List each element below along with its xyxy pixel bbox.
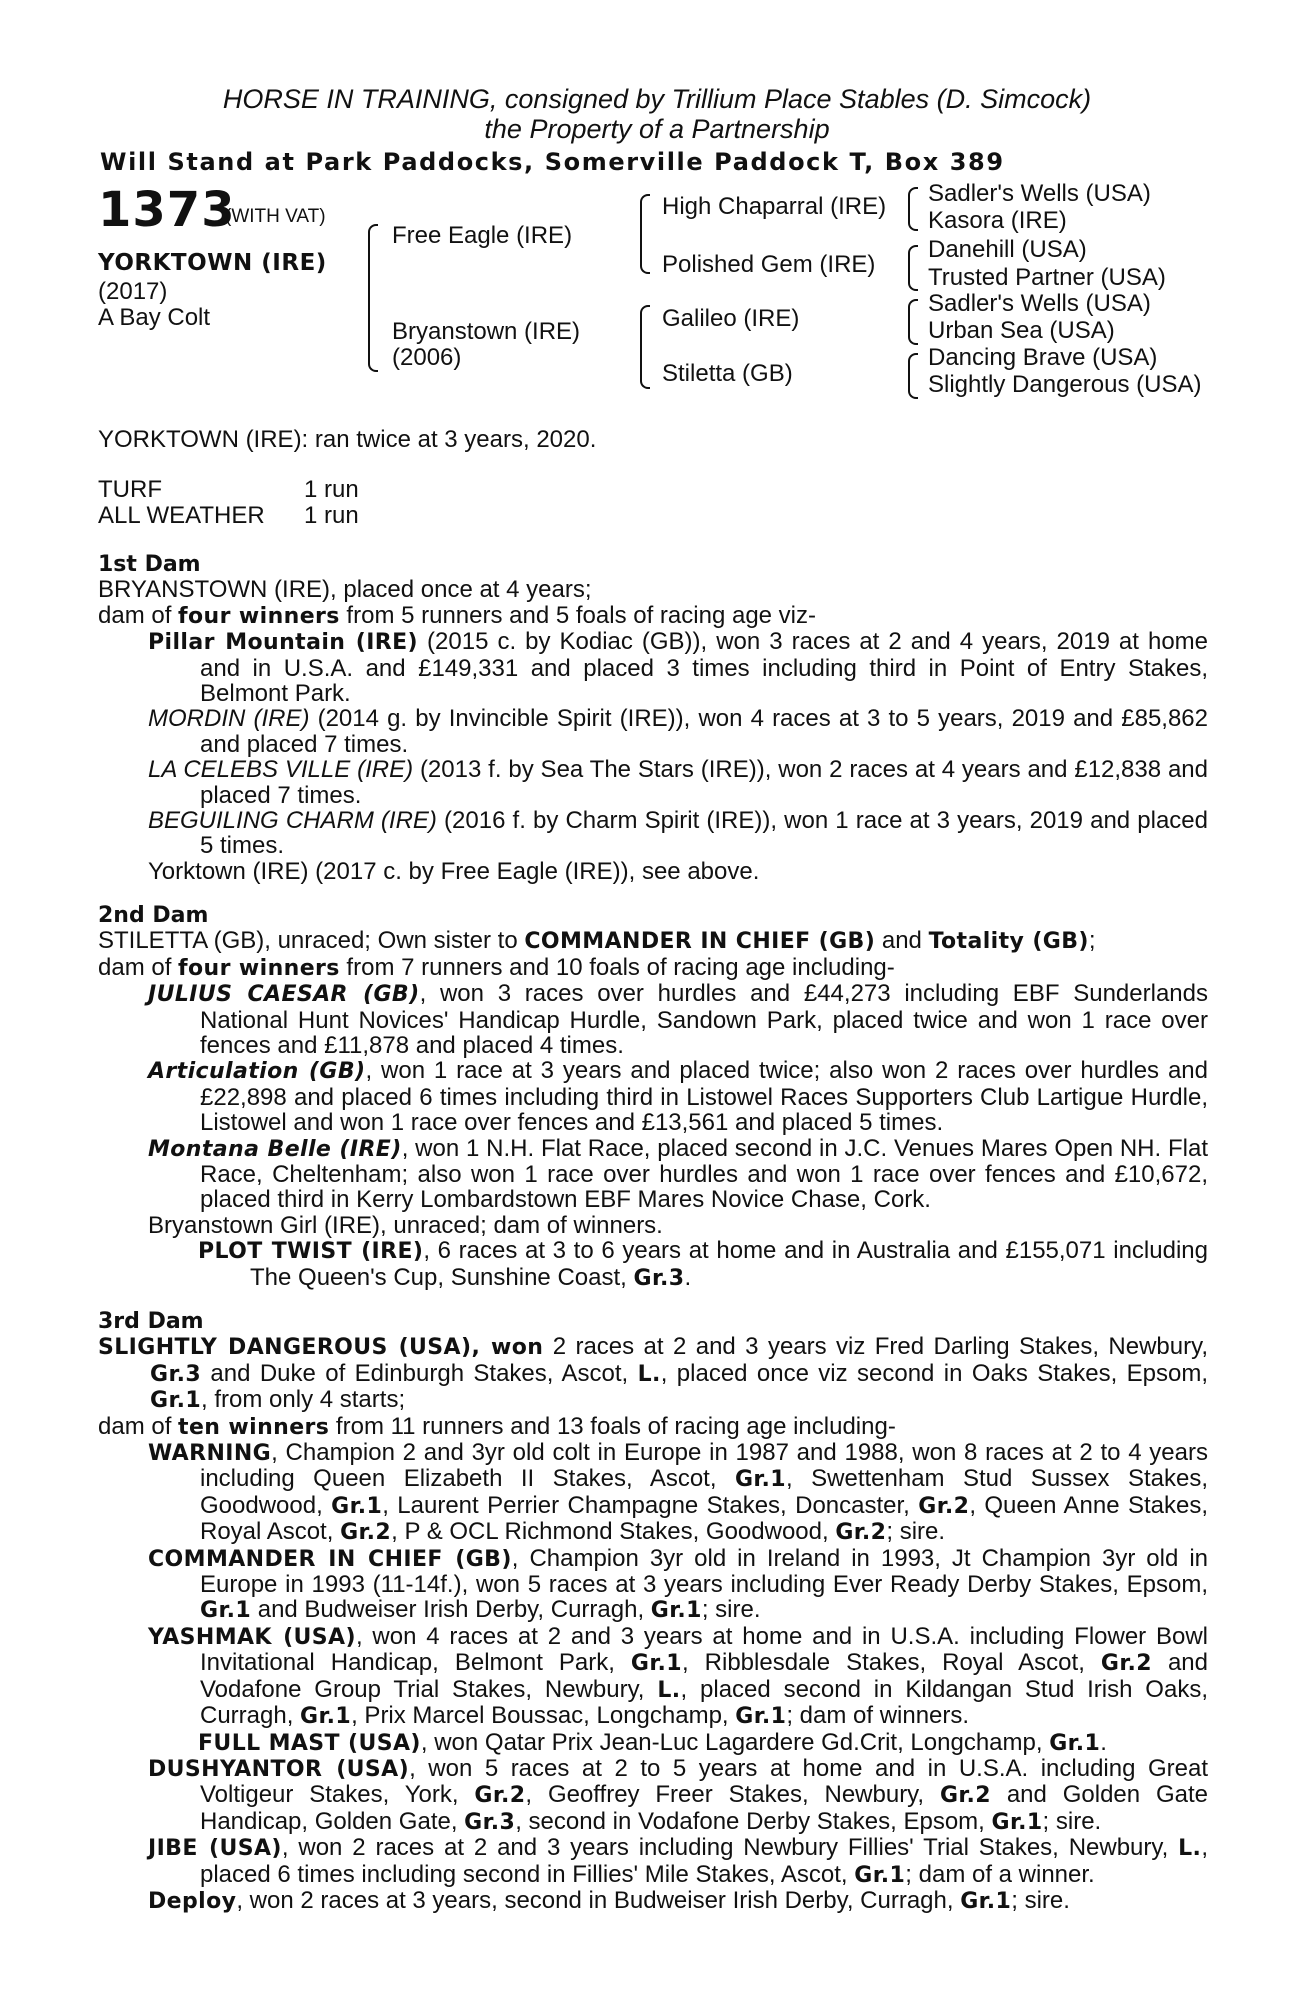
produce-entry: Montana Belle (IRE), won 1 N.H. Flat Race, placed second in J.C. Venues Mares Open NH. Flat Race, Cheltenham; also won 1 race over hurdles and won 1 race over fences and £10,672, placed third in Kerry Lombardstown EBF Mares Novice Chase, Cork.: [148, 1134, 1208, 1214]
produce-entry: YASHMAK (USA), won 4 races at 2 and 3 years at home and in U.S.A. including Flower Bowl Invitational Handicap, Belmont Park, Gr.1, Ribblesdale Stakes, Royal Ascot, Gr.2 and Vodafone Group Trial Stakes, Newbury, L., placed second in Kildangan Stud Irish Oaks, Curragh, Gr.1, Prix Marcel Boussac, Longchamp, Gr.1; dam of winners.: [148, 1622, 1209, 1730]
pedigree-ssd: Kasora (IRE): [928, 207, 1067, 234]
turf-value: 1 run: [304, 476, 359, 503]
second-dam-heading: 2nd Dam: [98, 903, 209, 928]
pedigree-bracket: [640, 194, 650, 274]
third-dam-heading: 3rd Dam: [98, 1309, 204, 1334]
pedigree-sss: Sadler's Wells (USA): [928, 180, 1151, 207]
produce-entry: COMMANDER IN CHIEF (GB), Champion 3yr old in Ireland in 1993, Jt Champion 3yr old in Europe in 1993 (11-14f.), won 5 races at 3 years including Ever Ready Derby Stakes, Epsom, Gr.1 and Budweiser Irish Derby, Curragh, Gr.1; sire.: [148, 1544, 1208, 1624]
produce-sub-entry: FULL MAST (USA), won Qatar Prix Jean-Luc Lagardere Gd.Crit, Longchamp, Gr.1.: [198, 1728, 1107, 1756]
produce-entry: Bryanstown Girl (IRE), unraced; dam of winners.: [148, 1211, 663, 1239]
produce-entry: Yorktown (IRE) (2017 c. by Free Eagle (IRE)), see above.: [148, 857, 760, 885]
lot-vat: (WITH VAT): [225, 206, 326, 227]
produce-entry: Deploy, won 2 races at 3 years, second in Budweiser Irish Derby, Curragh, Gr.1; sire.: [148, 1886, 1070, 1914]
third-dam-intro: SLIGHTLY DANGEROUS (USA), won 2 races at 2 and 3 years viz Fred Darling Stakes, Newbury, Gr.3 and Duke of Edinburgh Stakes, Ascot, L., placed once viz second in Oaks Stakes, Epsom, Gr.1, from only 4 starts;: [98, 1333, 1208, 1414]
horse-description: A Bay Colt: [98, 304, 211, 331]
second-dam-section: [98, 903, 1208, 1291]
header-stand-line: Will Stand at Park Paddocks, Somerville Paddock T, Box 389: [100, 148, 1005, 176]
produce-entry: DUSHYANTOR (USA), won 5 races at 2 to 5 years at home and in U.S.A. including Great Voltigeur Stakes, York, Gr.2, Geoffrey Freer Stakes, Newbury, Gr.2 and Golden Gate Handicap, Golden Gate, Gr.3, second in Vodafone Derby Stakes, Epsom, Gr.1; sire.: [148, 1754, 1209, 1835]
all-weather-value: 1 run: [304, 502, 359, 529]
produce-entry: Articulation (GB), won 1 race at 3 years and placed twice; also won 2 races over hurdles and £22,898 and placed 6 times including third in Listowel Races Supporters Club Lartigue Hurdle, Listowel and won 1 race over fences and £13,561 and placed 5 times.: [148, 1057, 1208, 1137]
header-line-2: the Property of a Partnership: [484, 114, 830, 144]
pedigree-sire: Free Eagle (IRE): [392, 222, 573, 249]
header-line-1: HORSE IN TRAINING, consigned by Trillium Place Stables (D. Simcock): [222, 84, 1092, 114]
produce-entry: JULIUS CAESAR (GB), won 3 races over hurdles and £44,273 including EBF Sunderlands National Hunt Novices' Handicap Hurdle, Sandown Park, placed twice and won 1 race over fences and £11,878 and placed 4 times.: [148, 980, 1208, 1060]
produce-entry: LA CELEBS VILLE (IRE) (2013 f. by Sea The Stars (IRE)), won 2 races at 4 years and £12,838 and placed 7 times.: [148, 756, 1208, 809]
first-dam-heading: 1st Dam: [98, 552, 201, 577]
produce-entry: WARNING, Champion 2 and 3yr old colt in Europe in 1987 and 1988, won 8 races at 2 to 4 years including Queen Elizabeth II Stakes, Ascot, Gr.1, Swettenham Stud Sussex Stakes, Goodwood, Gr.1, Laurent Perrier Champagne Stakes, Doncaster, Gr.2, Queen Anne Stakes, Royal Ascot, Gr.2, P & OCL Richmond Stakes, Goodwood, Gr.2; sire.: [148, 1439, 1209, 1546]
pedigree-dds: Dancing Brave (USA): [928, 344, 1158, 371]
second-dam-produce-line: dam of four winners from 7 runners and 10 foals of racing age including-: [98, 953, 895, 981]
produce-entry: MORDIN (IRE) (2014 g. by Invincible Spirit (IRE)), won 4 races at 3 to 5 years, 2019 and £85,862 and placed 7 times.: [148, 705, 1209, 758]
pedigree-sire-dam: Polished Gem (IRE): [662, 251, 876, 278]
first-dam-intro: BRYANSTOWN (IRE), placed once at 4 years;: [98, 576, 592, 604]
pedigree-dss: Sadler's Wells (USA): [928, 290, 1151, 317]
pedigree-ddd: Slightly Dangerous (USA): [928, 371, 1202, 398]
pedigree-sdd: Trusted Partner (USA): [928, 264, 1166, 291]
produce-entry: BEGUILING CHARM (IRE) (2016 f. by Charm Spirit (IRE)), won 1 race at 3 years, 2019 and placed 5 times.: [148, 807, 1208, 860]
pedigree-sds: Danehill (USA): [928, 236, 1087, 263]
pedigree-bracket: [908, 187, 918, 231]
pedigree-dsd: Urban Sea (USA): [928, 317, 1115, 344]
third-dam-produce-line: dam of ten winners from 11 runners and 13 foals of racing age including-: [98, 1412, 896, 1440]
produce-entry: Pillar Mountain (IRE) (2015 c. by Kodiac (GB)), won 3 races at 2 and 4 years, 2019 at home and in U.S.A. and £149,331 and placed 3 times including third in Point of Entry Stakes, Belmont Park.: [148, 628, 1209, 708]
pedigree-dam-dam: Stiletta (GB): [662, 360, 793, 387]
turf-label: TURF: [98, 476, 162, 503]
lot-number: 1373: [98, 182, 236, 238]
pedigree-bracket: [908, 353, 918, 399]
produce-sub-entry: PLOT TWIST (IRE), 6 races at 3 to 6 years at home and in Australia and £155,071 including The Queen's Cup, Sunshine Coast, Gr.3.: [198, 1237, 1208, 1291]
third-dam-section: [98, 1309, 1208, 1914]
all-weather-label: ALL WEATHER: [98, 502, 265, 529]
horse-year: (2017): [98, 278, 168, 305]
first-dam-produce-line: dam of four winners from 5 runners and 5 foals of racing age viz-: [98, 601, 817, 629]
second-dam-intro: STILETTA (GB), unraced; Own sister to COMMANDER IN CHIEF (GB) and Totality (GB);: [98, 927, 1096, 955]
race-record-summary: YORKTOWN (IRE): ran twice at 3 years, 2020.: [98, 426, 597, 453]
pedigree-dam-sire: Galileo (IRE): [662, 305, 800, 332]
pedigree-bracket: [908, 299, 918, 345]
pedigree-sire-sire: High Chaparral (IRE): [662, 193, 887, 220]
pedigree-bracket: [640, 305, 650, 389]
produce-entry: JIBE (USA), won 2 races at 2 and 3 years including Newbury Fillies' Trial Stakes, Newbury, L., placed 6 times including second in Fillies' Mile Stakes, Ascot, Gr.1; dam of a winner.: [148, 1834, 1208, 1888]
pedigree-dam: Bryanstown (IRE): [392, 318, 581, 345]
horse-name: YORKTOWN (IRE): [98, 250, 327, 276]
pedigree-dam-year: (2006): [392, 344, 462, 371]
pedigree-bracket: [908, 245, 918, 291]
first-dam-section: [98, 552, 1208, 884]
pedigree-bracket: [368, 224, 378, 372]
